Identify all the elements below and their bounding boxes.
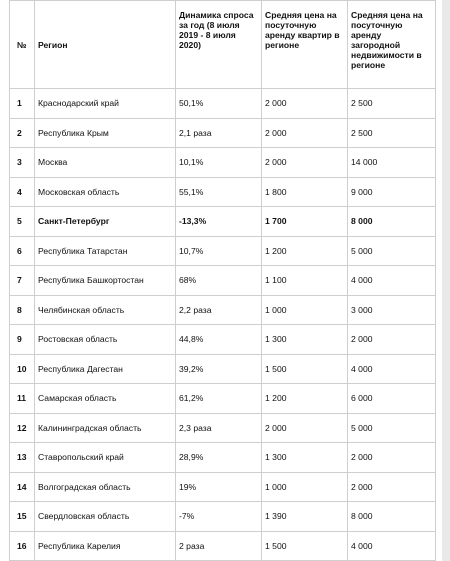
cell-region: Волгоградская область: [35, 472, 176, 502]
table-body: [10, 89, 436, 561]
cell-number: 8: [10, 295, 35, 325]
table-row: [10, 207, 436, 237]
cell-demand-dynamics: 55,1%: [176, 177, 262, 207]
header-demand-dynamics: Динамика спроса за год (8 июля 2019 - 8 июля 2020): [176, 1, 262, 89]
cell-demand-dynamics: 2,1 раза: [176, 118, 262, 148]
cell-region: Республика Карелия: [35, 531, 176, 561]
table-row: [10, 177, 436, 207]
cell-demand-dynamics: 10,7%: [176, 236, 262, 266]
cell-region: Республика Дагестан: [35, 354, 176, 384]
cell-apartment-price: 1 100: [262, 266, 348, 296]
cell-country-house-price: 5 000: [348, 236, 436, 266]
cell-region: Калининградская область: [35, 413, 176, 443]
cell-country-house-price: 2 500: [348, 118, 436, 148]
cell-apartment-price: 2 000: [262, 89, 348, 119]
cell-region: Самарская область: [35, 384, 176, 414]
regions-rent-table: [9, 0, 436, 561]
table-row: [10, 148, 436, 178]
cell-demand-dynamics: 2 раза: [176, 531, 262, 561]
cell-country-house-price: 14 000: [348, 148, 436, 178]
table-row: [10, 354, 436, 384]
cell-number: 2: [10, 118, 35, 148]
cell-demand-dynamics: 28,9%: [176, 443, 262, 473]
cell-apartment-price: 1 500: [262, 531, 348, 561]
cell-number: 7: [10, 266, 35, 296]
cell-apartment-price: 1 800: [262, 177, 348, 207]
cell-country-house-price: 9 000: [348, 177, 436, 207]
cell-region: Москва: [35, 148, 176, 178]
cell-apartment-price: 1 200: [262, 236, 348, 266]
table-row: [10, 413, 436, 443]
cell-apartment-price: 2 000: [262, 118, 348, 148]
cell-country-house-price: 8 000: [348, 502, 436, 532]
cell-apartment-price: 1 300: [262, 443, 348, 473]
table-row: [10, 531, 436, 561]
cell-apartment-price: 2 000: [262, 413, 348, 443]
cell-country-house-price: 2 500: [348, 89, 436, 119]
cell-demand-dynamics: 68%: [176, 266, 262, 296]
cell-apartment-price: 1 000: [262, 295, 348, 325]
table-row: [10, 443, 436, 473]
cell-country-house-price: 8 000: [348, 207, 436, 237]
cell-region: Краснодарский край: [35, 89, 176, 119]
cell-region: Московская область: [35, 177, 176, 207]
cell-demand-dynamics: 2,2 раза: [176, 295, 262, 325]
table-row: [10, 384, 436, 414]
cell-number: 12: [10, 413, 35, 443]
cell-region: Санкт-Петербург: [35, 207, 176, 237]
cell-region: Ростовская область: [35, 325, 176, 355]
table-row: [10, 325, 436, 355]
cell-number: 10: [10, 354, 35, 384]
header-region: Регион: [35, 1, 176, 89]
cell-apartment-price: 2 000: [262, 148, 348, 178]
table-row: [10, 295, 436, 325]
header-country-house-price: Средняя цена на посуточную аренду загородной недвижимости в регионе: [348, 1, 436, 89]
cell-demand-dynamics: 61,2%: [176, 384, 262, 414]
cell-number: 3: [10, 148, 35, 178]
table-row: [10, 89, 436, 119]
cell-demand-dynamics: -7%: [176, 502, 262, 532]
cell-region: Ставропольский край: [35, 443, 176, 473]
cell-demand-dynamics: 39,2%: [176, 354, 262, 384]
table-row: [10, 502, 436, 532]
cell-number: 16: [10, 531, 35, 561]
cell-apartment-price: 1 500: [262, 354, 348, 384]
cell-region: Республика Татарстан: [35, 236, 176, 266]
header-number: №: [10, 1, 35, 89]
cell-country-house-price: 4 000: [348, 354, 436, 384]
table-header: [10, 1, 436, 89]
cell-demand-dynamics: 19%: [176, 472, 262, 502]
cell-country-house-price: 3 000: [348, 295, 436, 325]
cell-demand-dynamics: 50,1%: [176, 89, 262, 119]
cell-demand-dynamics: -13,3%: [176, 207, 262, 237]
cell-number: 14: [10, 472, 35, 502]
cell-country-house-price: 4 000: [348, 266, 436, 296]
cell-number: 6: [10, 236, 35, 266]
cell-country-house-price: 6 000: [348, 384, 436, 414]
cell-demand-dynamics: 10,1%: [176, 148, 262, 178]
cell-apartment-price: 1 000: [262, 472, 348, 502]
cell-demand-dynamics: 44,8%: [176, 325, 262, 355]
table-row: [10, 266, 436, 296]
cell-number: 5: [10, 207, 35, 237]
table-row: [10, 118, 436, 148]
cell-country-house-price: 5 000: [348, 413, 436, 443]
cell-country-house-price: 2 000: [348, 325, 436, 355]
cell-number: 15: [10, 502, 35, 532]
cell-apartment-price: 1 300: [262, 325, 348, 355]
cell-region: Челябинская область: [35, 295, 176, 325]
cell-number: 4: [10, 177, 35, 207]
table-row: [10, 236, 436, 266]
cell-apartment-price: 1 200: [262, 384, 348, 414]
cell-region: Республика Башкортостан: [35, 266, 176, 296]
cell-region: Республика Крым: [35, 118, 176, 148]
cell-country-house-price: 4 000: [348, 531, 436, 561]
cell-demand-dynamics: 2,3 раза: [176, 413, 262, 443]
cell-apartment-price: 1 390: [262, 502, 348, 532]
cell-region: Свердловская область: [35, 502, 176, 532]
cell-number: 11: [10, 384, 35, 414]
cell-country-house-price: 2 000: [348, 443, 436, 473]
cell-number: 13: [10, 443, 35, 473]
header-row: [10, 1, 436, 89]
cell-country-house-price: 2 000: [348, 472, 436, 502]
cell-apartment-price: 1 700: [262, 207, 348, 237]
table-row: [10, 472, 436, 502]
cell-number: 1: [10, 89, 35, 119]
header-apartment-price: Средняя цена на посуточную аренду квартир в регионе: [262, 1, 348, 89]
cell-number: 9: [10, 325, 35, 355]
